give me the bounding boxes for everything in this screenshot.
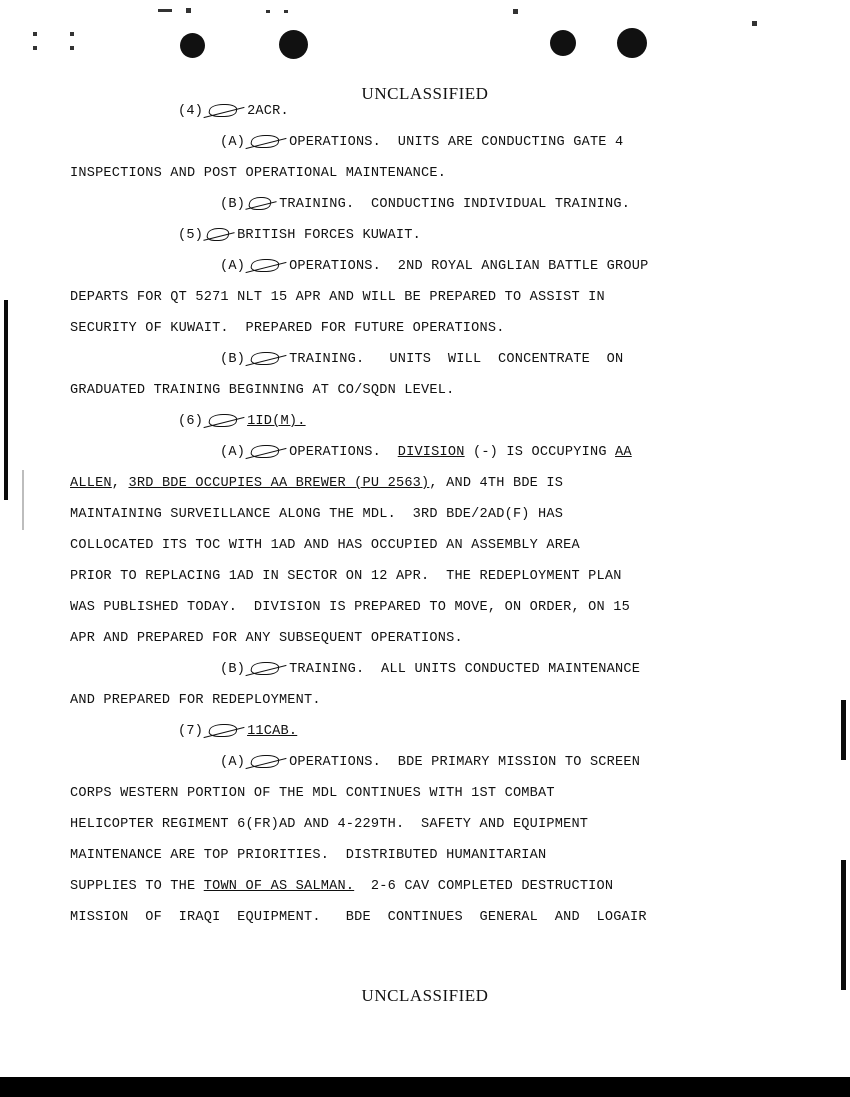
- classification-marking-scribble: [245, 196, 279, 210]
- scan-bottom-band: [0, 1077, 850, 1097]
- paragraph-text: 11CAB.: [247, 724, 298, 739]
- paragraph-text: PRIOR TO REPLACING 1AD IN SECTOR ON 12 APR. THE REDEPLOYMENT PLAN: [70, 569, 622, 584]
- scan-edge-bar-right: [841, 700, 846, 760]
- paragraph-number: (6): [178, 414, 204, 429]
- classification-marking-scribble: [245, 258, 289, 272]
- paragraph-text: AND PREPARED FOR REDEPLOYMENT.: [70, 693, 321, 708]
- paragraph-text: 2ACR.: [247, 104, 289, 119]
- paragraph-text: MAINTAINING SURVEILLANCE ALONG THE MDL. 3RD BDE/2AD(F) HAS: [70, 507, 564, 522]
- classification-marking-scribble: [203, 723, 247, 737]
- paragraph-number: (4): [178, 104, 204, 119]
- scan-speck: [266, 10, 270, 13]
- paragraph-letter: (B): [220, 352, 246, 367]
- paragraph-7a-line4: [70, 840, 770, 871]
- paragraph-text: ,: [111, 476, 129, 491]
- classification-banner-bottom: UNCLASSIFIED: [361, 986, 489, 1005]
- paragraph-5-british-forces-kuwait: [70, 220, 770, 251]
- paragraph-text: SUPPLIES TO THE: [70, 879, 204, 894]
- scan-speck: [284, 10, 288, 13]
- emphasis-allen: ALLEN: [70, 476, 112, 491]
- paragraph-text: BRITISH FORCES KUWAIT.: [237, 228, 421, 243]
- document-body: [70, 96, 770, 933]
- paragraph-6b-training: [70, 654, 770, 685]
- scan-speck: [513, 9, 518, 14]
- paragraph-letter: (B): [220, 197, 246, 212]
- paragraph-7a-line5: [70, 871, 770, 902]
- paragraph-letter: (A): [220, 445, 246, 460]
- paragraph-7-11cab: [70, 716, 770, 747]
- paragraph-text: GRADUATED TRAINING BEGINNING AT CO/SQDN LEVEL.: [70, 383, 455, 398]
- paragraph-4a-line2: [70, 158, 770, 189]
- scan-speck: [70, 32, 74, 36]
- scan-speck: [186, 8, 191, 13]
- classification-marking-scribble: [203, 227, 237, 241]
- paragraph-6a-line4: [70, 530, 770, 561]
- paragraph-4-2acr: [70, 96, 770, 127]
- paragraph-6b-line2: [70, 685, 770, 716]
- paragraph-letter: (A): [220, 135, 246, 150]
- paragraph-letter: (B): [220, 662, 246, 677]
- paragraph-text: WAS PUBLISHED TODAY. DIVISION IS PREPARED TO MOVE, ON ORDER, ON 15: [70, 600, 630, 615]
- paragraph-letter: (A): [220, 755, 246, 770]
- paragraph-text: TRAINING. UNITS WILL CONCENTRATE ON: [289, 352, 624, 367]
- paragraph-6a-line3: [70, 499, 770, 530]
- paragraph-7a-line3: [70, 809, 770, 840]
- paragraph-4a-operations: [70, 127, 770, 158]
- paragraph-5b-line2: [70, 375, 770, 406]
- emphasis-aa: AA: [615, 445, 632, 460]
- paragraph-6a-line6: [70, 592, 770, 623]
- paragraph-text: DEPARTS FOR QT 5271 NLT 15 APR AND WILL BE PREPARED TO ASSIST IN: [70, 290, 605, 305]
- paragraph-letter: (A): [220, 259, 246, 274]
- paragraph-text: HELICOPTER REGIMENT 6(FR)AD AND 4-229TH. SAFETY AND EQUIPMENT: [70, 817, 589, 832]
- scan-edge-bar-left: [4, 300, 8, 500]
- scan-bottom-margin: [18, 1055, 830, 1077]
- paragraph-text: OPERATIONS. 2ND ROYAL ANGLIAN BATTLE GROUP: [289, 259, 649, 274]
- paragraph-6-1id-m: [70, 406, 770, 437]
- hole-punch-mark: [617, 28, 647, 58]
- paragraph-text: APR AND PREPARED FOR ANY SUBSEQUENT OPERATIONS.: [70, 631, 463, 646]
- paragraph-5a-line3: [70, 313, 770, 344]
- paragraph-7a-line6: [70, 902, 770, 933]
- emphasis-division: DIVISION: [397, 445, 465, 460]
- scan-fade-line: [22, 470, 24, 530]
- paragraph-text: INSPECTIONS AND POST OPERATIONAL MAINTENANCE.: [70, 166, 447, 181]
- scan-speck: [158, 9, 172, 12]
- paragraph-6a-line5: [70, 561, 770, 592]
- paragraph-text: MAINTENANCE ARE TOP PRIORITIES. DISTRIBUTED HUMANITARIAN: [70, 848, 547, 863]
- paragraph-text: CORPS WESTERN PORTION OF THE MDL CONTINUES WITH 1ST COMBAT: [70, 786, 555, 801]
- paragraph-5a-operations: [70, 251, 770, 282]
- hole-punch-mark: [180, 33, 205, 58]
- paragraph-text: (-) IS OCCUPYING: [464, 445, 616, 460]
- paragraph-6a-line2: [70, 468, 770, 499]
- hole-punch-mark: [279, 30, 308, 59]
- paragraph-text: 1ID(M).: [247, 414, 306, 429]
- classification-marking-scribble: [203, 413, 247, 427]
- paragraph-text: TRAINING. ALL UNITS CONDUCTED MAINTENANCE: [289, 662, 641, 677]
- paragraph-text: OPERATIONS. BDE PRIMARY MISSION TO SCREEN: [289, 755, 641, 770]
- paragraph-text: MISSION OF IRAQI EQUIPMENT. BDE CONTINUES GENERAL AND LOGAIR: [70, 910, 647, 925]
- classification-banner-top: UNCLASSIFIED: [361, 84, 489, 103]
- paragraph-text: TRAINING. CONDUCTING INDIVIDUAL TRAINING.: [279, 197, 631, 212]
- scan-speck: [752, 21, 757, 26]
- paragraph-6a-operations: [70, 437, 770, 468]
- paragraph-text: OPERATIONS. UNITS ARE CONDUCTING GATE 4: [289, 135, 624, 150]
- classification-marking-scribble: [245, 351, 289, 365]
- paragraph-text: COLLOCATED ITS TOC WITH 1AD AND HAS OCCUPIED AN ASSEMBLY AREA: [70, 538, 580, 553]
- classification-marking-scribble: [245, 754, 289, 768]
- paragraph-5a-line2: [70, 282, 770, 313]
- paragraph-text: OPERATIONS.: [289, 445, 398, 460]
- paragraph-text: 2-6 CAV COMPLETED DESTRUCTION: [354, 879, 614, 894]
- paragraph-7a-operations: [70, 747, 770, 778]
- paragraph-text: SECURITY OF KUWAIT. PREPARED FOR FUTURE OPERATIONS.: [70, 321, 505, 336]
- emphasis-occupies: 3RD BDE OCCUPIES AA BREWER (PU 2563): [128, 476, 430, 491]
- paragraph-5b-training: [70, 344, 770, 375]
- paragraph-4b-training: [70, 189, 770, 220]
- paragraph-7a-line2: [70, 778, 770, 809]
- emphasis-town-of-as-salman: TOWN OF AS SALMAN.: [203, 879, 355, 894]
- scan-edge-bar-right: [841, 860, 846, 990]
- scan-speck: [33, 32, 37, 36]
- classification-marking-scribble: [245, 661, 289, 675]
- paragraph-number: (7): [178, 724, 204, 739]
- paragraph-6a-line7: [70, 623, 770, 654]
- classification-marking-scribble: [203, 103, 247, 117]
- classification-marking-scribble: [245, 134, 289, 148]
- scan-speck: [33, 46, 37, 50]
- paragraph-number: (5): [178, 228, 204, 243]
- scan-speck: [70, 46, 74, 50]
- hole-punch-mark: [550, 30, 576, 56]
- classification-marking-scribble: [245, 444, 289, 458]
- paragraph-text: , AND 4TH BDE IS: [429, 476, 564, 491]
